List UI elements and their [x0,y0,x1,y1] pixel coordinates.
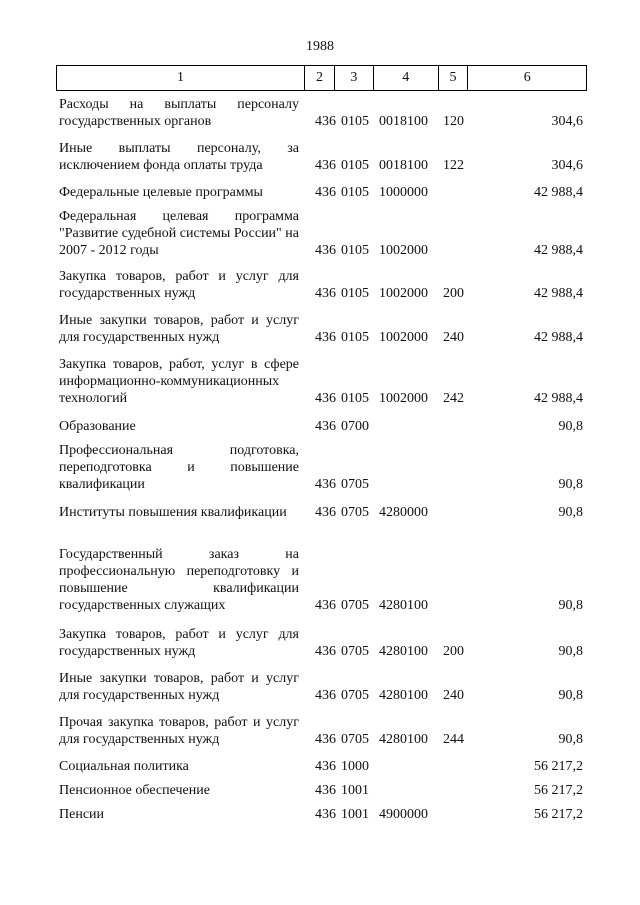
row-name: Федеральная целевая программа "Развитие судебной системы России" на 2007 - 2012 годы [59,209,299,258]
cell-col-5: 200 [443,644,464,659]
header-col-1: 1 [57,66,305,90]
row-name: Пенсионное обеспечение [59,783,210,798]
cell-col-3: 0105 [341,114,369,129]
table-row [56,758,583,775]
row-name: Закупка товаров, работ и услуг для государственных нужд [59,269,299,301]
table-row [56,442,583,493]
cell-col-5: 120 [443,114,464,129]
cell-col-2: 436 [315,732,336,747]
cell-col-3: 0105 [341,330,369,345]
row-name: Прочая закупка товаров, работ и услуг для государственных нужд [59,715,299,747]
row-name: Федеральные целевые программы [59,185,263,200]
cell-col-3: 1001 [341,783,369,798]
cell-col-2: 436 [315,688,336,703]
cell-col-2: 436 [315,505,336,520]
header-col-4: 4 [374,66,439,90]
cell-col-3: 0700 [341,419,369,434]
cell-col-3: 0705 [341,598,369,613]
cell-col-6: 42 988,4 [534,391,583,406]
cell-col-6: 56 217,2 [534,759,583,774]
table-row [56,356,583,407]
table-row [56,312,583,346]
cell-col-2: 436 [315,419,336,434]
table-row [56,806,583,823]
cell-col-4: 4280000 [379,505,428,520]
cell-col-3: 0105 [341,158,369,173]
cell-col-6: 42 988,4 [534,185,583,200]
cell-col-3: 1000 [341,759,369,774]
table-row [56,626,583,660]
cell-col-3: 0105 [341,391,369,406]
cell-col-5: 240 [443,330,464,345]
cell-col-6: 90,8 [558,644,583,659]
cell-col-3: 0705 [341,505,369,520]
cell-col-3: 0705 [341,477,369,492]
cell-col-4: 1002000 [379,330,428,345]
cell-col-3: 0105 [341,185,369,200]
cell-col-5: 242 [443,391,464,406]
table-header [56,65,587,91]
cell-col-6: 90,8 [558,419,583,434]
header-col-3: 3 [335,66,374,90]
cell-col-2: 436 [315,783,336,798]
cell-col-3: 0105 [341,286,369,301]
row-name: Иные закупки товаров, работ и услуг для государственных нужд [59,671,299,703]
table-row [56,504,583,521]
cell-col-4: 4280100 [379,732,428,747]
table-row [56,670,583,704]
row-name: Иные закупки товаров, работ и услуг для государственных нужд [59,313,299,345]
row-name: Профессиональная подготовка, переподготовка и повышение квалификации [59,443,299,492]
table-row [56,714,583,748]
table-row [56,208,583,259]
header-col-2: 2 [305,66,335,90]
table-row [56,96,583,130]
row-name: Государственный заказ на профессиональную переподготовку и повышение квалификации государственных служащих [59,547,299,613]
cell-col-5: 200 [443,286,464,301]
cell-col-2: 436 [315,158,336,173]
cell-col-6: 90,8 [558,477,583,492]
table-row [56,782,583,799]
cell-col-4: 4280100 [379,644,428,659]
cell-col-2: 436 [315,286,336,301]
cell-col-4: 0018100 [379,114,428,129]
cell-col-6: 90,8 [558,732,583,747]
row-name: Иные выплаты персоналу, за исключением фонда оплаты труда [59,141,299,173]
row-name: Институты повышения квалификации [59,505,287,520]
cell-col-5: 244 [443,732,464,747]
row-name: Социальная политика [59,759,189,774]
cell-col-2: 436 [315,114,336,129]
cell-col-4: 4280100 [379,598,428,613]
cell-col-3: 0105 [341,243,369,258]
table-row [56,268,583,302]
cell-col-2: 436 [315,185,336,200]
cell-col-2: 436 [315,477,336,492]
cell-col-3: 0705 [341,688,369,703]
cell-col-6: 56 217,2 [534,807,583,822]
table-row [56,418,583,435]
cell-col-3: 0705 [341,644,369,659]
cell-col-6: 304,6 [551,158,583,173]
table-row [56,184,583,201]
cell-col-3: 0705 [341,732,369,747]
cell-col-6: 42 988,4 [534,243,583,258]
cell-col-4: 4280100 [379,688,428,703]
row-name: Образование [59,419,136,434]
cell-col-2: 436 [315,391,336,406]
cell-col-6: 304,6 [551,114,583,129]
page-number: 1988 [306,39,334,54]
cell-col-4: 1002000 [379,243,428,258]
cell-col-6: 90,8 [558,505,583,520]
table-row [56,140,583,174]
cell-col-4: 1002000 [379,286,428,301]
cell-col-2: 436 [315,598,336,613]
cell-col-3: 1001 [341,807,369,822]
cell-col-6: 42 988,4 [534,330,583,345]
cell-col-6: 56 217,2 [534,783,583,798]
header-col-5: 5 [439,66,469,90]
header-col-6: 6 [523,70,531,85]
cell-col-6: 42 988,4 [534,286,583,301]
row-name: Расходы на выплаты персоналу государственных органов [59,97,299,129]
row-name: Закупка товаров, работ и услуг для государственных нужд [59,627,299,659]
row-name: Пенсии [59,807,105,822]
cell-col-2: 436 [315,759,336,774]
cell-col-4: 1000000 [379,185,428,200]
cell-col-4: 1002000 [379,391,428,406]
cell-col-4: 4900000 [379,807,428,822]
cell-col-6: 90,8 [558,688,583,703]
cell-col-5: 240 [443,688,464,703]
cell-col-5: 122 [443,158,464,173]
cell-col-4: 0018100 [379,158,428,173]
table-row [56,546,583,614]
row-name: Закупка товаров, работ, услуг в сфере информационно-коммуникационных технологий [59,357,299,406]
cell-col-2: 436 [315,644,336,659]
cell-col-2: 436 [315,243,336,258]
cell-col-2: 436 [315,807,336,822]
cell-col-2: 436 [315,330,336,345]
cell-col-6: 90,8 [558,598,583,613]
